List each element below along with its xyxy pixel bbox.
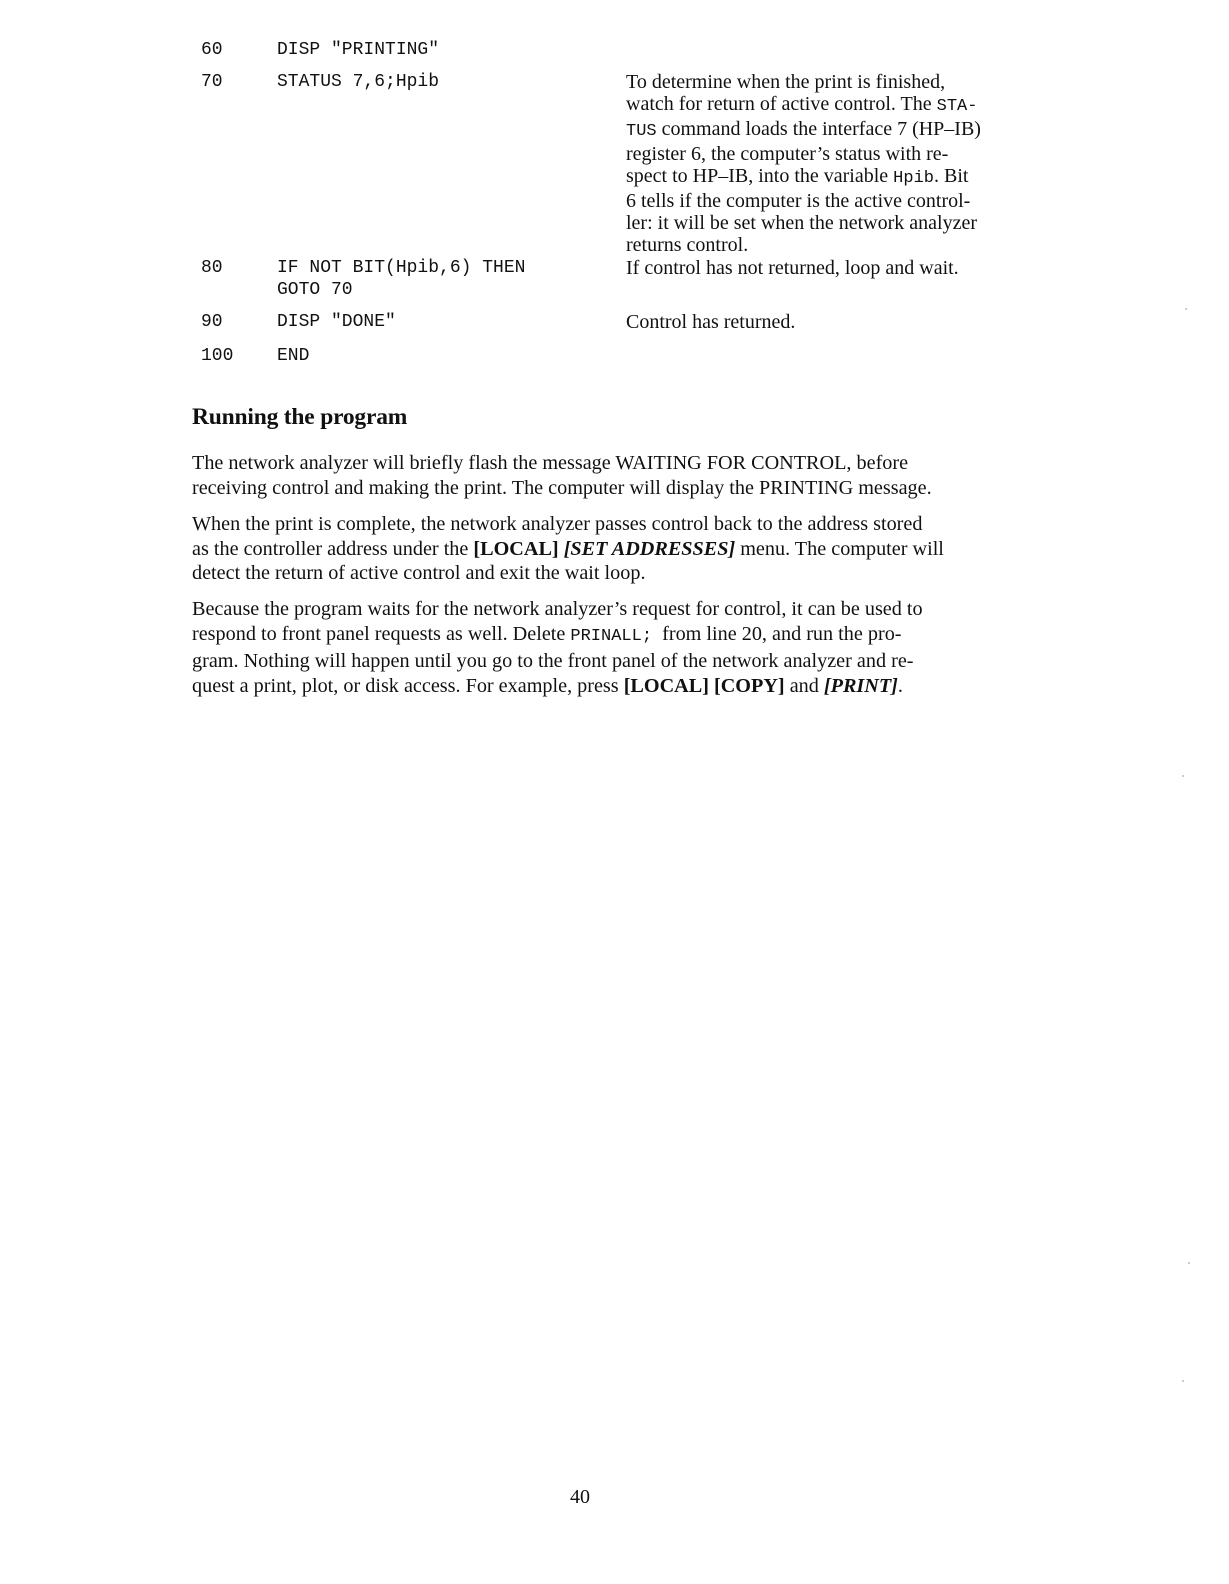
comment-line [626,118,1016,143]
line-number: 70 [201,72,223,92]
text-segment: watch for return of active control. The [626,93,937,115]
code-line: IF NOT BIT(Hpib,6) THEN [277,258,526,278]
line-number: 80 [201,258,223,278]
text-segment: detect the return of active control and exit the wait loop. [192,562,646,584]
text-segment: The network analyzer will briefly flash the message WAITING FOR CONTROL, before [192,452,909,474]
text-segment: receiving control and making the print. The computer will display the PRINTING message. [192,476,932,499]
text-segment: returns control. [626,234,749,256]
text-segment: [SET ADDRESSES] [563,537,736,560]
code-text [277,345,577,367]
text-segment: gram. Nothing will happen until you go to the front panel of the network analyzer and re- [192,650,914,672]
text-segment: respond to front panel requests as well. Delete [192,622,571,645]
text-segment: register 6, the computer’s status with re- [626,143,949,165]
text-segment: menu. The computer will [735,537,944,560]
text-segment: Control has returned. [626,311,796,333]
line-comment [626,257,1016,279]
line-number: 90 [201,312,223,332]
comment-line [626,71,1016,93]
text-segment: and [784,674,824,697]
comment-line [626,93,1016,118]
text-segment: 6 tells if the computer is the active control- [626,190,971,212]
text-segment: [LOCAL] [623,674,709,697]
code-line: STATUS 7,6;Hpib [277,72,440,92]
text-segment: . Bit [933,165,969,187]
comment-line [626,311,1016,333]
text-segment: TUS [626,122,657,141]
paragraph-complete [192,512,1012,586]
text-line [192,674,1012,699]
text-line [192,649,1012,674]
text-line [192,451,1012,476]
paragraph-waiting [192,451,1012,500]
text-segment: as the controller address under the [192,537,474,560]
comment-line [626,257,1016,279]
scan-speck [1185,308,1187,310]
text-segment: spect to HP–IB, into the variable [626,165,894,187]
text-segment: [PRINT] [823,674,898,697]
scan-speck [1188,1262,1190,1264]
code-text [277,257,577,301]
text-line [192,561,1012,586]
scan-speck [1182,1380,1184,1382]
comment-line [626,212,1016,234]
text-segment: To determine when the print is finished, [626,71,946,93]
page-number: 40 [570,1486,590,1508]
code-text [277,71,577,93]
line-comment [626,311,1016,333]
line-comment [626,71,1016,256]
paragraph-front-panel [192,597,1012,698]
text-line [192,476,1012,501]
text-segment: Hpib [893,169,934,188]
text-segment: Because the program waits for the network analyzer’s request for control, it can be used to [192,598,923,620]
text-segment: PRINALL; [570,626,653,646]
code-line: DISP "DONE" [277,312,396,332]
line-number: 60 [201,40,223,60]
scan-speck [1182,775,1184,777]
comment-line [626,143,1016,165]
text-segment: When the print is complete, the network analyzer passes control back to the address stored [192,513,923,535]
comment-line [626,165,1016,190]
text-segment: quest a print, plot, or disk access. For example, press [192,674,624,697]
text-segment: ler: it will be set when the network analyzer [626,212,977,234]
text-segment: [LOCAL] [473,537,559,560]
text-segment: [COPY] [714,674,785,697]
text-line [192,597,1012,622]
text-segment: STA- [936,97,978,116]
comment-line [626,234,1016,256]
code-text [277,311,577,333]
text-segment: If control has not returned, loop and wait. [626,257,959,279]
text-segment: . [897,674,903,697]
code-text [277,39,577,61]
text-line [192,537,1012,562]
text-segment: from line 20, and run the pro- [652,622,902,645]
text-line [192,622,1012,650]
text-segment: command loads the interface 7 (HP–IB) [656,118,981,140]
code-line: GOTO 70 [277,280,353,300]
code-line: DISP "PRINTING" [277,40,440,60]
section-heading: Running the program [192,404,408,430]
comment-line [626,190,1016,212]
code-line: END [277,346,310,366]
text-line [192,512,1012,537]
line-number: 100 [201,346,234,366]
